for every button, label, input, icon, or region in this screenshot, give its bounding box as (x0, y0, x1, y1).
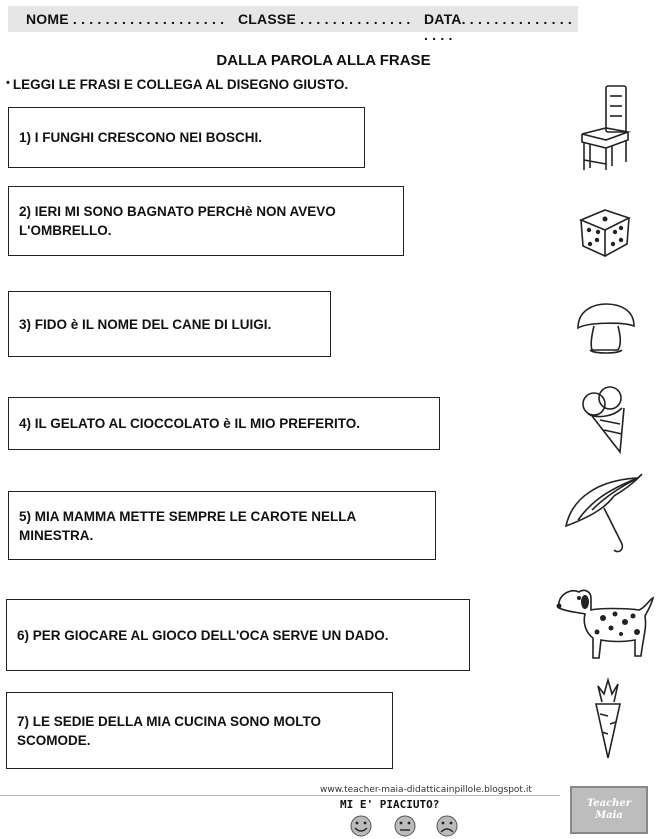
umbrella-icon[interactable] (558, 470, 648, 556)
mushroom-icon[interactable] (574, 300, 638, 358)
neutral-face-icon[interactable] (395, 816, 415, 836)
classe-field[interactable]: CLASSE . . . . . . . . . . . . . . (238, 11, 411, 27)
footer-divider (0, 795, 560, 796)
sentence-box-2[interactable]: 2) IERI MI SONO BAGNATO PERCHè NON AVEVO L'OMBRELLO. (8, 186, 404, 256)
data-field[interactable]: DATA. . . . . . . . . . . . . . . . . . (424, 11, 573, 43)
sentence-box-4[interactable]: 4) IL GELATO AL CIOCCOLATO è IL MIO PREFERITO. (8, 397, 440, 450)
sentence-box-1[interactable]: 1) I FUNGHI CRESCONO NEI BOSCHI. (8, 107, 365, 168)
blog-url[interactable]: www.teacher-maia-didatticainpillole.blogspot.it (320, 785, 532, 795)
page-title: DALLA PAROLA ALLA FRASE (216, 52, 431, 69)
teacher-maia-logo: Teacher Maia (570, 786, 648, 834)
liked-question: MI E' PIACIUTO? (340, 798, 440, 811)
sentence-box-5[interactable]: 5) MIA MAMMA METTE SEMPRE LE CAROTE NELLA MINESTRA. (8, 491, 436, 560)
bullet: • (6, 77, 10, 89)
carrot-icon[interactable] (588, 676, 628, 760)
sentence-box-3[interactable]: 3) FIDO è IL NOME DEL CANE DI LUIGI. (8, 291, 331, 357)
chair-icon[interactable] (572, 82, 640, 174)
ice-cream-icon[interactable] (578, 384, 634, 456)
happy-face-icon[interactable] (351, 816, 371, 836)
sentence-box-7[interactable]: 7) LE SEDIE DELLA MIA CUCINA SONO MOLTO SCOMODE. (6, 692, 393, 769)
die-icon[interactable] (575, 202, 635, 262)
instruction-text: LEGGI LE FRASI E COLLEGA AL DISEGNO GIUSTO. (12, 77, 349, 92)
instruction (6, 77, 348, 92)
header-bar (8, 6, 578, 43)
dog-icon[interactable] (555, 578, 659, 664)
sad-face-icon[interactable] (437, 816, 457, 836)
sentence-box-6[interactable]: 6) PER GIOCARE AL GIOCO DELL'OCA SERVE UN DADO. (6, 599, 470, 671)
rating-faces (345, 814, 465, 838)
nome-field[interactable]: NOME . . . . . . . . . . . . . . . . . . . (26, 11, 225, 27)
